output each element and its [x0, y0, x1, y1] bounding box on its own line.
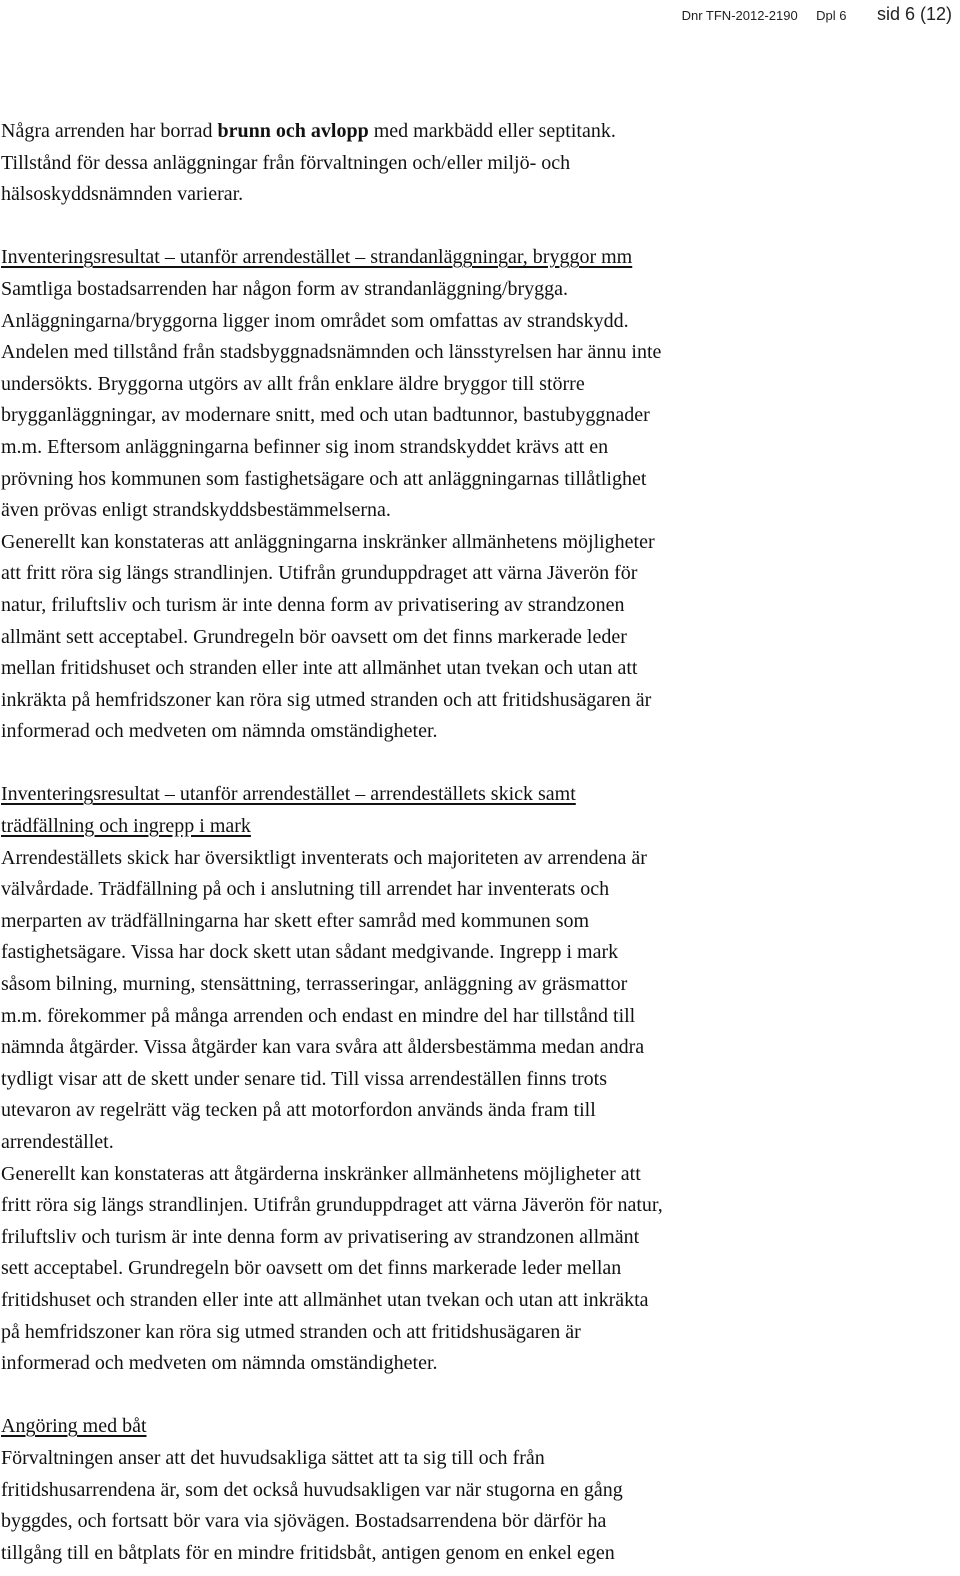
intro-line-1: Några arrenden har borrad brunn och avlopp med markbädd eller septitank. [1, 120, 616, 142]
text-line: fritidshuset och stranden eller inte att allmänhet utan tvekan och utan att inkräkta [1, 1288, 649, 1311]
text-line: Förvaltningen anser att det huvudsakliga sättet att ta sig till och från [1, 1446, 545, 1469]
section-heading-strand: Inventeringsresultat – utanför arrendestället – strandanläggningar, bryggor mm [1, 246, 633, 269]
paragraph-gap [1, 748, 951, 780]
text-line: Andelen med tillstånd från stadsbyggnadsnämnden och länsstyrelsen har ännu inte [1, 341, 662, 364]
text-line: nämnda åtgärder. Vissa åtgärder kan vara svåra att åldersbestämma medan andra [1, 1036, 645, 1059]
text-line: arrendestället. [1, 1131, 114, 1153]
text-line: undersökts. Bryggorna utgörs av allt från enklare äldre bryggor till större [1, 372, 585, 395]
text-line: m.m. Eftersom anläggningarna befinner sig inom strandskyddet krävs att en [1, 435, 609, 458]
text-line: Generellt kan konstateras att anläggningarna inskränker allmänhetens möjligheter [1, 530, 655, 553]
text-line: allmänt sett acceptabel. Grundregeln bör oavsett om det finns markerade leder [1, 625, 627, 648]
text-line: informerad och medveten om nämnda omständigheter. [1, 1352, 438, 1375]
text-line: Arrendeställets skick har översiktligt inventerats och majoriteten av arrendena är [1, 846, 647, 869]
text-line: såsom bilning, murning, stensättning, terrasseringar, anläggning av gräsmattor [1, 973, 628, 996]
paragraph-gap [1, 211, 951, 243]
text-line: Anläggningarna/bryggorna ligger inom området som omfattas av strandskydd. [1, 309, 629, 332]
page-number: sid 6 (12) [876, 4, 952, 24]
text-line: tillgång till en båtplats för en mindre fritidsbåt, antigen genom en enkel egen [1, 1541, 615, 1564]
intro-line-3: hälsoskyddsnämnden varierar. [1, 183, 244, 206]
text-line: sett acceptabel. Grundregeln bör oavsett om det finns markerade leder mellan [1, 1257, 622, 1280]
text-line: fastighetsägare. Vissa har dock skett utan sådant medgivande. Ingrepp i mark [1, 941, 619, 964]
document-part: Dpl 6 [816, 8, 847, 23]
text-line: prövning hos kommunen som fastighetsägare och att anläggningarnas tillåtlighet [1, 467, 647, 490]
text-line: Generellt kan konstateras att åtgärderna inskränker allmänhetens möjligheter att [1, 1162, 641, 1185]
text-line: utevaron av regelrätt väg tecken på att motorfordon används ända fram till [1, 1099, 596, 1122]
text-line: välvårdade. Trädfällning på och i anslutning till arrendet har inventerats och [1, 878, 610, 901]
text-line: fritidshusarrendena är, som det också huvudsakligen var när stugorna en gång [1, 1478, 623, 1501]
text-line: inkräkta på hemfridszoner kan röra sig utmed stranden och att fritidshusägaren är [1, 688, 652, 711]
text-line: brygganläggningar, av modernare snitt, med och utan badtunnor, bastubyggnader [1, 404, 650, 427]
section-heading-skick-line-2: trädfällning och ingrepp i mark [1, 815, 251, 838]
text-line: friluftsliv och turism är inte denna form av privatisering av strandzonen allmänt [1, 1225, 640, 1248]
text-line: att fritt röra sig längs strandlinjen. Utifrån grunduppdraget att värna Jäverön för [1, 562, 638, 585]
text-line: merparten av trädfällningarna har skett efter samråd med kommunen som [1, 909, 590, 932]
bold-phrase: brunn och avlopp [217, 120, 369, 142]
text-line: informerad och medveten om nämnda omständigheter. [1, 720, 438, 743]
page-header [682, 4, 952, 25]
text-line: m.m. förekommer på många arrenden och endast en mindre del har tillstånd till [1, 1004, 636, 1027]
text-line: på hemfridszoner kan röra sig utmed stranden och att fritidshusägaren är [1, 1320, 581, 1343]
paragraph-gap [1, 1380, 951, 1412]
document-number: Dnr TFN-2012-2190 [681, 8, 798, 23]
section-heading-bat: Angöring med båt [1, 1415, 147, 1438]
text-line: fritt röra sig längs strandlinjen. Utifrån grunduppdraget att värna Jäverön för natur, [1, 1194, 663, 1217]
intro-line-2: Tillstånd för dessa anläggningar från förvaltningen och/eller miljö- och [1, 151, 571, 174]
text-line: Samtliga bostadsarrenden har någon form av strandanläggning/brygga. [1, 277, 569, 300]
document-body [1, 116, 951, 1569]
text-line: mellan fritidshuset och stranden eller inte att allmänhet utan tvekan och utan att [1, 657, 638, 680]
text-line: tydligt visar att de skett under senare tid. Till vissa arrendeställen finns trots [1, 1067, 608, 1090]
text-line: även prövas enligt strandskyddsbestämmelserna. [1, 499, 391, 522]
text-line: byggdes, och fortsatt bör vara via sjövägen. Bostadsarrendena bör därför ha [1, 1510, 607, 1533]
section-heading-skick-line-1: Inventeringsresultat – utanför arrendestället – arrendeställets skick samt [1, 783, 576, 806]
text-line: natur, friluftsliv och turism är inte denna form av privatisering av strandzonen [1, 593, 625, 616]
